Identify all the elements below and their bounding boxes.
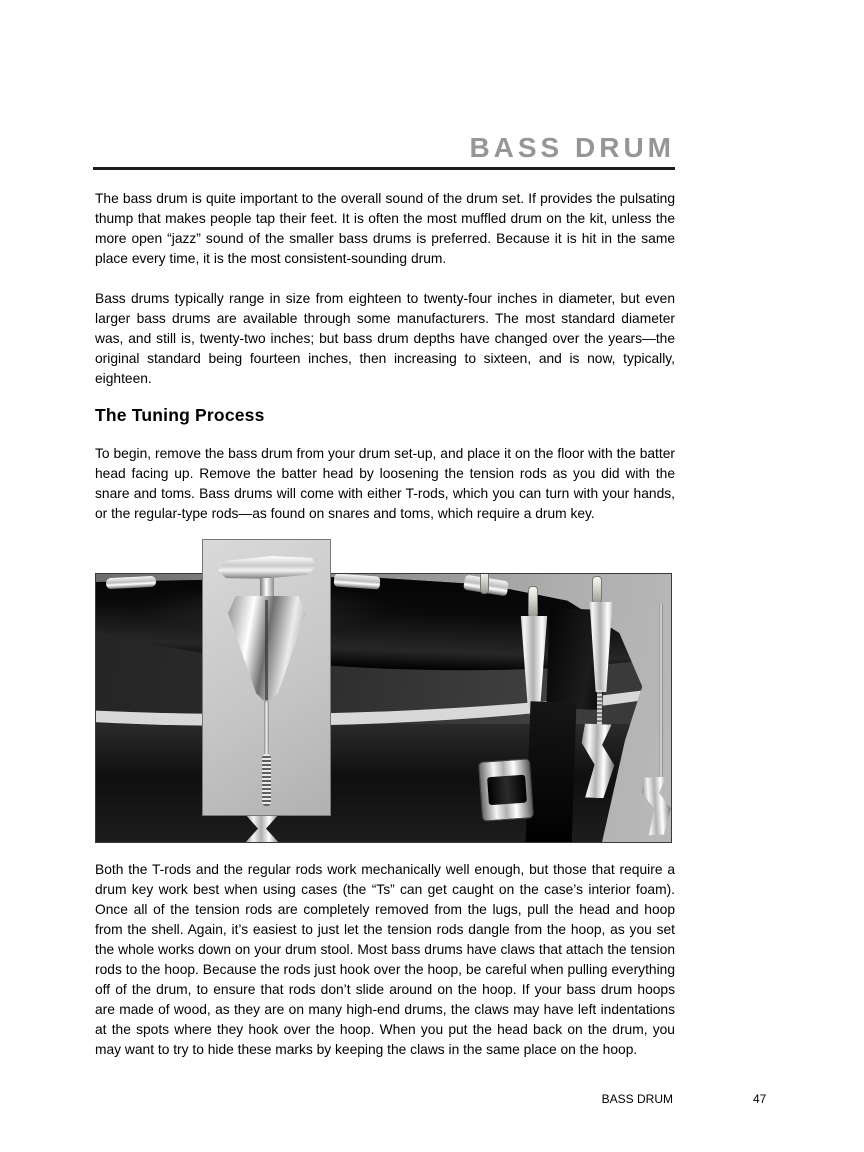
drum-lug-core bbox=[487, 775, 527, 806]
section-heading: The Tuning Process bbox=[95, 405, 265, 425]
t-rod-threads bbox=[262, 754, 271, 806]
t-rod-body-seam bbox=[265, 600, 268, 700]
rod-tip-icon bbox=[528, 586, 538, 618]
t-rod-shaft bbox=[264, 702, 269, 754]
rod-tip-icon bbox=[592, 576, 602, 604]
drum-leg-shadow bbox=[525, 701, 576, 843]
footer-page-number: 47 bbox=[753, 1092, 767, 1106]
intro-paragraph-2: Bass drums typically range in size from eighteen to twenty-four inches in diameter, but even larger bass drums are available through some manufacturers. The most standard diameter was, and still is, twenty-two inches; but bass drum depths have changed over the years—the original standard being fourteen inches, then increasing to sixteen, and is now, typically, eighteen. bbox=[95, 291, 675, 386]
body-paragraph: Both the T-rods and the regular rods work mechanically well enough, but those that require a drum key work best when using cases (the “Ts” can get caught on the case’s interior foam). Once all of the tension rods are completely removed from the lugs, pull the head and hoop from the shell. Again, it’s easiest to just let the tension rods dangle from the hoop, as you set the whole works down on your drum stool. Most bass drums have claws that attach the tension rods to the hoop. Because the rods just hook over the hoop, be careful when pulling everything off of the drum, to ensure that rods don’t slide around on the hoop. If your bass drum hoops are made of wood, as they are on many high-end drums, the claws may have left indentations at the spots where they hook over the hoop. When you put the head back on the drum, you may want to try to hide these marks by keeping the claws in the same place on the hoop. bbox=[95, 862, 675, 1057]
intro-paragraph-1: The bass drum is quite important to the overall sound of the drum set. If provides the pulsating thump that makes people tap their feet. It is often the most muffled drum on the kit, unless the more open “jazz” sound of the smaller bass drums is preferred. Because it is hit in the same place every time, it is the most consistent-sounding drum. bbox=[95, 191, 675, 266]
drum-lug bbox=[478, 758, 534, 821]
hoop-claw-icon bbox=[639, 776, 672, 836]
bass-drum-photo bbox=[95, 573, 672, 843]
footer-chapter-label: BASS DRUM bbox=[601, 1092, 673, 1106]
title-rule bbox=[93, 167, 675, 170]
threaded-rod bbox=[659, 604, 663, 779]
page-title: BASS DRUM bbox=[469, 132, 675, 163]
section-paragraph: To begin, remove the bass drum from your drum set-up, and place it on the floor with the batter head facing up. Remove the batter head by loosening the tension rods as you did with the snare and toms. Bass drums will come with either T-rods, which you can turn with your hands, or the regular-type rods—as found on snares and toms, which require a drum key. bbox=[95, 446, 675, 521]
t-rod-handle bbox=[218, 556, 316, 580]
t-rod-inset-panel bbox=[202, 539, 331, 816]
t-rod-stem bbox=[260, 578, 274, 598]
rod-tip-icon bbox=[480, 573, 489, 594]
